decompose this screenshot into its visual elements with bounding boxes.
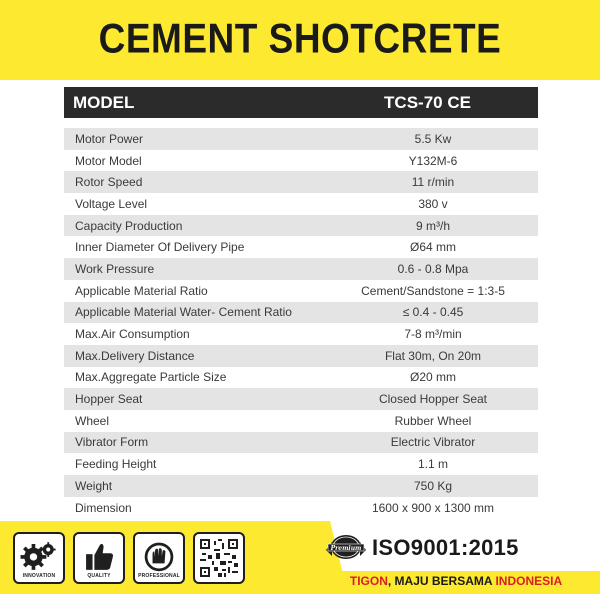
spec-label: Weight: [75, 478, 113, 493]
spec-label: Vibrator Form: [75, 435, 149, 450]
spec-label: Work Pressure: [75, 261, 155, 276]
spec-label: Dimension: [75, 500, 132, 515]
spec-row: [64, 128, 538, 150]
spec-row: [64, 388, 538, 410]
spec-value: 1.1 m: [417, 457, 448, 472]
spec-row: [64, 280, 538, 302]
spec-label: Rotor Speed: [75, 175, 143, 190]
header-gap: [64, 118, 538, 128]
spec-label: Applicable Material Ratio: [75, 283, 208, 298]
spec-value: Closed Hopper Seat: [378, 392, 488, 407]
spec-label: Max.Delivery Distance: [75, 348, 195, 363]
page-title: CEMENT SHOTCRETE: [98, 15, 502, 62]
spec-table-header: [64, 87, 538, 118]
spec-row: [64, 171, 538, 193]
spec-row: [64, 302, 538, 324]
qr-badge: [193, 532, 245, 584]
spec-row: [64, 150, 538, 172]
spec-label: Hopper Seat: [75, 392, 143, 407]
spec-row: [64, 475, 538, 497]
brand-name: TIGON: [349, 574, 388, 588]
spec-label: Motor Power: [75, 131, 144, 146]
spec-row: [64, 410, 538, 432]
spec-row: [64, 497, 538, 519]
professional-hand-icon: [135, 538, 183, 574]
innovation-caption: INNOVATION: [22, 573, 56, 579]
spec-table: [64, 87, 538, 518]
spec-value: Flat 30m, On 20m: [384, 348, 482, 363]
spec-value: Rubber Wheel: [394, 413, 472, 428]
spec-value: 11 r/min: [411, 175, 455, 190]
spec-value: Y132M-6: [408, 153, 458, 168]
spec-rows: [64, 128, 538, 518]
spec-value: 5.5 Kw: [414, 131, 452, 146]
spec-label: Wheel: [75, 413, 110, 428]
innovation-badge: [13, 532, 65, 584]
spec-label: Motor Model: [75, 153, 142, 168]
spec-label: Feeding Height: [75, 457, 157, 472]
spec-row: [64, 193, 538, 215]
spec-row: [64, 215, 538, 237]
gears-icon: [15, 538, 63, 574]
spec-label: Max.Aggregate Particle Size: [75, 370, 227, 385]
thumbs-up-icon: [75, 538, 123, 574]
spec-value: 750 Kg: [413, 478, 453, 493]
spec-row: [64, 323, 538, 345]
professional-badge: [133, 532, 185, 584]
premium-quality-seal-icon: [322, 530, 370, 562]
spec-row: [64, 345, 538, 367]
spec-label: Inner Diameter Of Delivery Pipe: [75, 240, 245, 255]
spec-value: 380 v: [418, 196, 448, 211]
spec-value: Ø64 mm: [409, 240, 456, 255]
spec-label: Max.Air Consumption: [75, 327, 190, 342]
footer-tagline: [312, 574, 600, 588]
tagline-middle: , MAJU BERSAMA: [387, 574, 496, 588]
professional-caption: PROFESSIONAL: [138, 573, 180, 579]
quality-badge: [73, 532, 125, 584]
spec-label: Voltage Level: [75, 196, 148, 211]
spec-value: 0.6 - 0.8 Mpa: [397, 261, 469, 276]
spec-row: [64, 453, 538, 475]
spec-value: 7-8 m³/min: [404, 327, 462, 342]
spec-value: 1600 x 900 x 1300 mm: [371, 500, 495, 515]
iso-certification: ISO9001:2015: [372, 535, 519, 560]
spec-label: Applicable Material Water- Cement Ratio: [75, 305, 292, 320]
premium-label: Premium: [330, 544, 362, 552]
spec-value: Ø20 mm: [409, 370, 456, 385]
spec-value: 9 m³/h: [415, 218, 450, 233]
spec-row: [64, 258, 538, 280]
spec-row: [64, 367, 538, 389]
tagline-country: INDONESIA: [495, 574, 563, 588]
spec-row: [64, 236, 538, 258]
spec-value: Electric Vibrator: [390, 435, 476, 450]
qr-code-icon: [200, 539, 238, 577]
quality-caption: QUALITY: [87, 573, 111, 579]
model-label: MODEL: [73, 92, 135, 112]
spec-label: Capacity Production: [75, 218, 183, 233]
spec-value: ≤ 0.4 - 0.45: [402, 305, 464, 320]
spec-row: [64, 432, 538, 454]
model-value: TCS-70 CE: [384, 92, 471, 112]
spec-value: Cement/Sandstone = 1:3-5: [361, 283, 505, 298]
